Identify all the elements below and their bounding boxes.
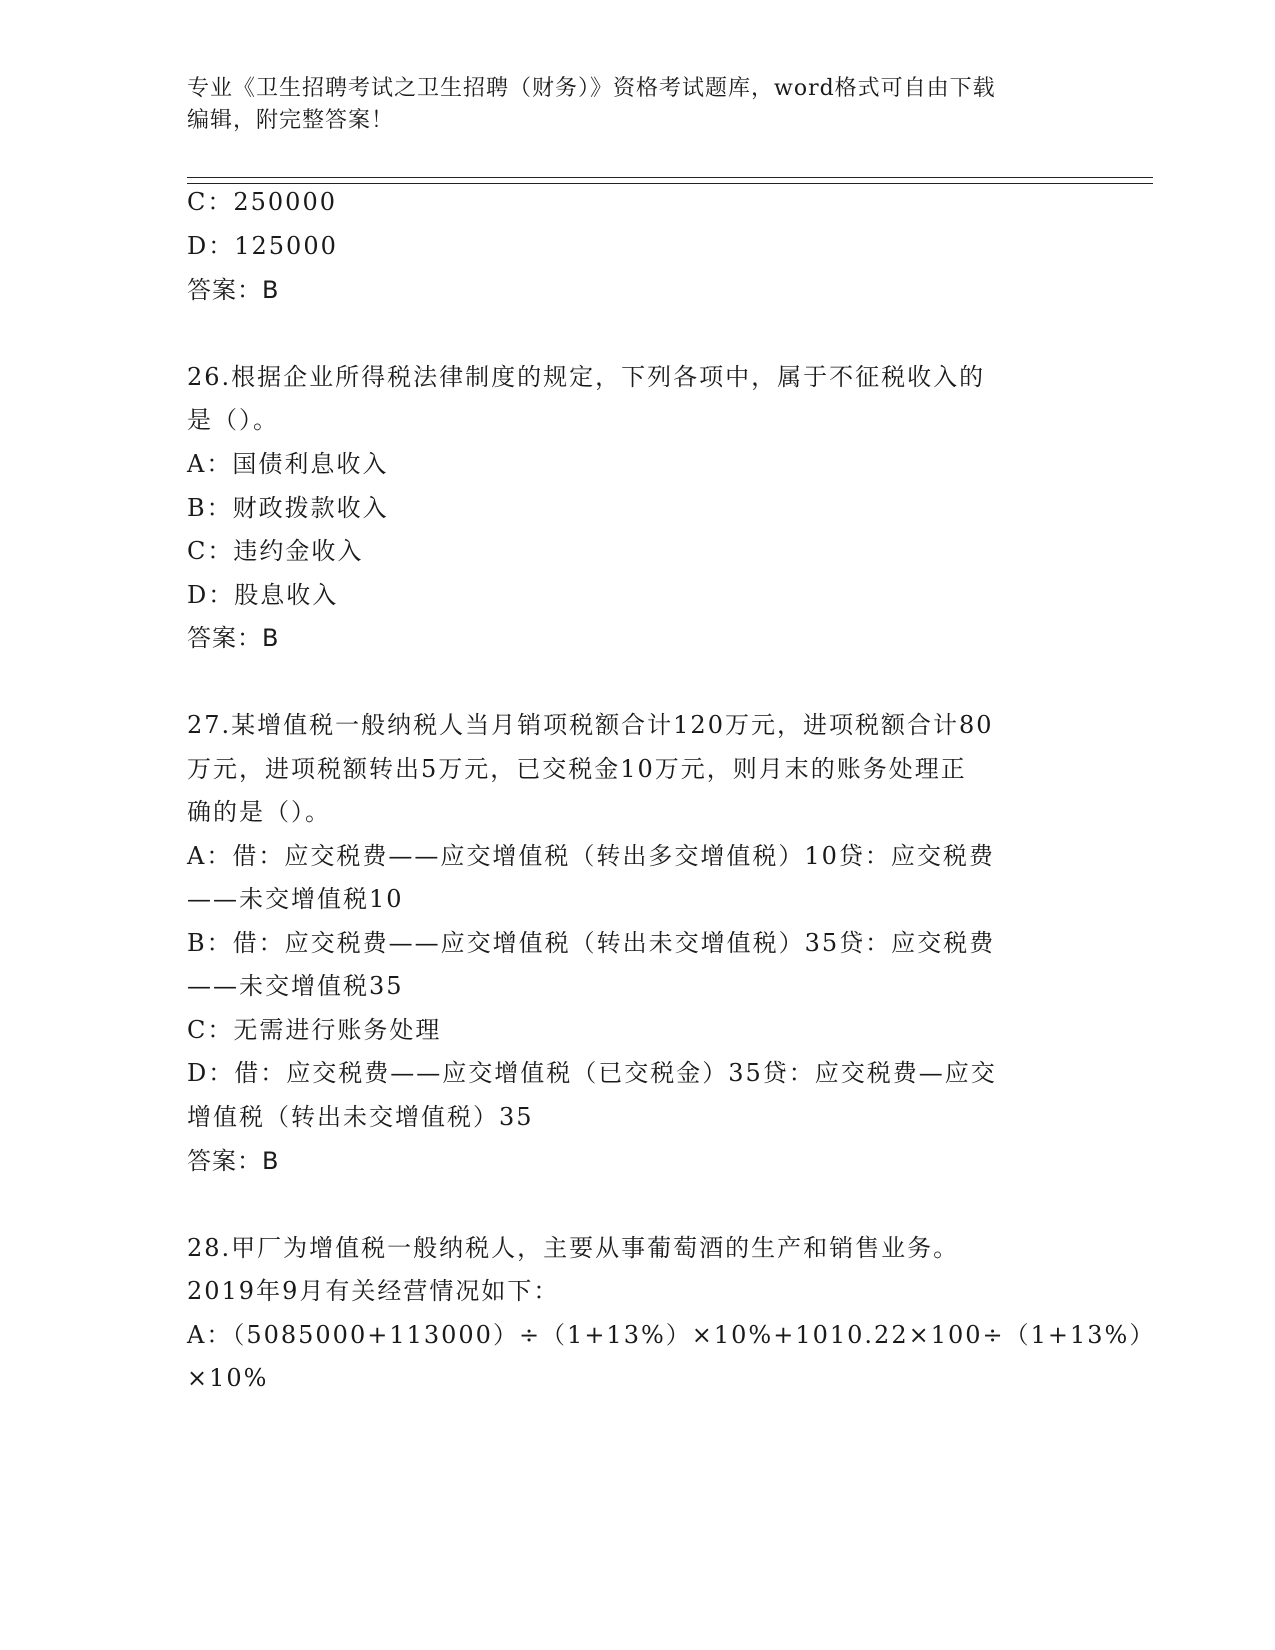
q27-stem-line-3: 确的是（）。	[187, 798, 331, 826]
q27-answer: 答案：B	[187, 1147, 280, 1175]
q26-stem-line-2: 是（）。	[187, 406, 279, 434]
q28-option-a-line-2: ×10%	[187, 1364, 269, 1392]
header-line-2: 编辑，附完整答案！	[187, 108, 395, 133]
q27-option-b-line-2: ——未交增值税35	[187, 972, 404, 1000]
q27-option-c: C：无需进行账务处理	[187, 1016, 442, 1044]
q26-stem-line-1: 26.根据企业所得税法律制度的规定，下列各项中，属于不征税收入的	[187, 363, 986, 391]
q25-option-c: C：250000	[187, 188, 337, 216]
q26-option-c: C：违约金收入	[187, 537, 364, 565]
q27-option-b-line-1: B：借：应交税费——应交增值税（转出未交增值税）35贷：应交税费	[187, 929, 996, 957]
q27-option-a-line-2: ——未交增值税10	[187, 885, 404, 913]
document-header	[187, 73, 1087, 137]
q26-answer: 答案：B	[187, 624, 280, 652]
q27-stem-line-1: 27.某增值税一般纳税人当月销项税额合计120万元，进项税额合计80	[187, 711, 994, 739]
q26-option-a: A：国债利息收入	[187, 450, 389, 478]
q27-option-d-line-1: D：借：应交税费——应交增值税（已交税金）35贷：应交税费—应交	[187, 1059, 997, 1087]
header-divider-top	[187, 177, 1153, 178]
q27-option-d-line-2: 增值税（转出未交增值税）35	[187, 1103, 534, 1131]
q28-stem-line-1: 28.甲厂为增值税一般纳税人，主要从事葡萄酒的生产和销售业务。	[187, 1234, 960, 1262]
q27-option-a-line-1: A：借：应交税费——应交增值税（转出多交增值税）10贷：应交税费	[187, 842, 995, 870]
q26-option-d: D：股息收入	[187, 581, 339, 609]
q28-stem-line-2: 2019年9月有关经营情况如下：	[187, 1277, 560, 1305]
header-line-1: 专业《卫生招聘考试之卫生招聘（财务）》资格考试题库，word格式可自由下载	[187, 76, 996, 101]
q25-option-d: D：125000	[187, 232, 338, 260]
header-divider-bottom	[187, 183, 1153, 184]
q25-answer: 答案：B	[187, 276, 280, 304]
q28-option-a-line-1: A：（5085000+113000）÷（1+13%）×10%+1010.22×100÷（1+13%）	[187, 1321, 1156, 1349]
q27-stem-line-2: 万元，进项税额转出5万元，已交税金10万元，则月末的账务处理正	[187, 755, 967, 783]
q26-option-b: B：财政拨款收入	[187, 494, 389, 522]
